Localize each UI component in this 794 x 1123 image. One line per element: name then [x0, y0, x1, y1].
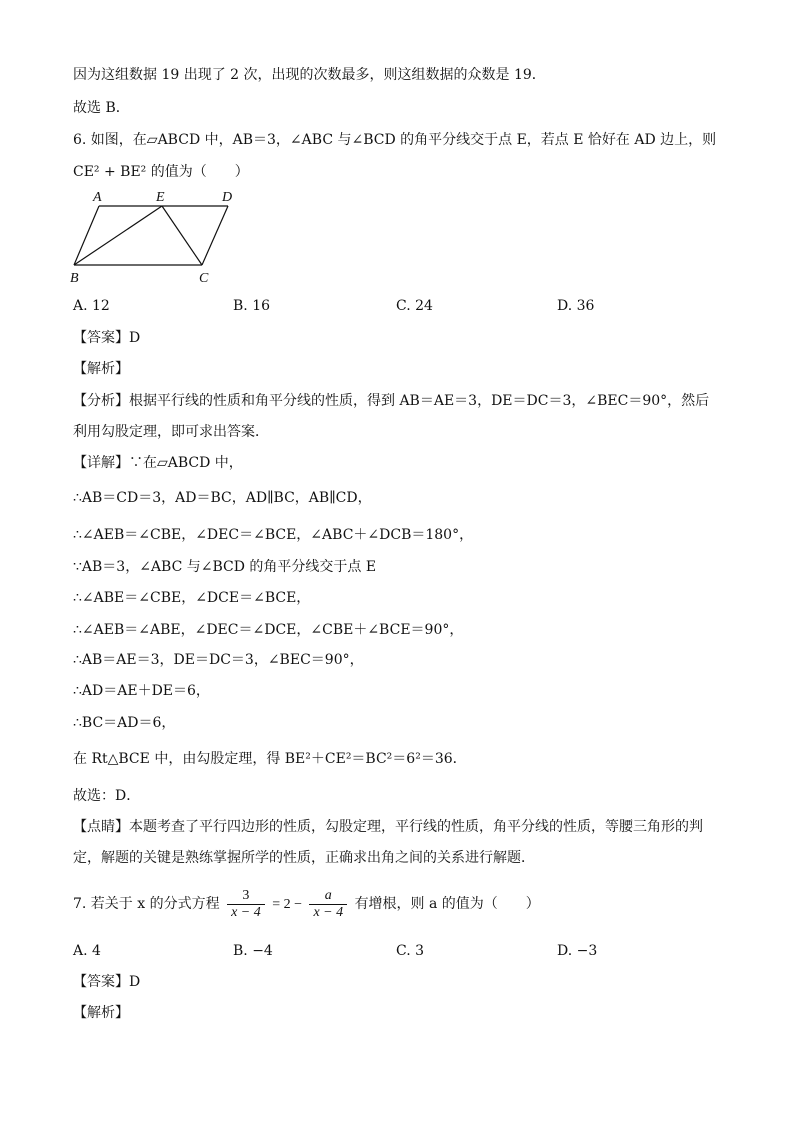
solution-step-6: ∴AB＝AE＝3，DE＝DC＝3，∠BEC＝90°， — [73, 652, 364, 668]
q7-fraction-rhs — [309, 888, 347, 921]
q7-prefix: 7. 若关于 x 的分式方程 — [73, 896, 220, 912]
q7-rhs-denominator: x − 4 — [309, 904, 347, 921]
label-b: B — [70, 271, 79, 286]
q6-jiexi-heading: 【解析】 — [73, 361, 129, 377]
q6-option-b: B. 16 — [233, 298, 271, 314]
solution-step-8: ∴BC＝AD＝6， — [73, 715, 176, 731]
q7-option-c: C. 3 — [396, 943, 425, 959]
q7-suffix: 有增根，则 a 的值为（ ） — [354, 896, 540, 912]
q7-lhs-denominator: x − 4 — [227, 904, 265, 921]
q6-stem-line1: 6. 如图，在▱ABCD 中，AB＝3，∠ABC 与∠BCD 的角平分线交于点 E，若点 E 恰好在 AD 边上，则 — [73, 132, 717, 148]
q6-stem-line2: CE² + BE² 的值为（ ） — [73, 164, 249, 180]
q6-option-d: D. 36 — [557, 298, 595, 314]
solution-step-7: ∴AD＝AE＋DE＝6， — [73, 683, 210, 699]
solution-step-9: 在 Rt△BCE 中，由勾股定理，得 BE²＋CE²＝BC²＝6²＝36． — [73, 751, 467, 767]
solution-step-2: ∴∠AEB＝∠CBE，∠DEC＝∠BCE，∠ABC＋∠DCB＝180°， — [73, 527, 474, 543]
dianjing-line2: 定，解题的关键是熟练掌握所学的性质，正确求出角之间的关系进行解题． — [73, 850, 535, 866]
q6-option-a: A. 12 — [73, 298, 110, 314]
line-choose-b: 故选 B． — [73, 100, 130, 116]
parallelogram-figure — [66, 186, 246, 286]
solution-step-4: ∴∠ABE＝∠CBE，∠DCE＝∠BCE， — [73, 590, 311, 606]
q7-middle: = 2 − — [272, 897, 302, 912]
q7-answer: 【答案】D — [73, 974, 141, 990]
q7-option-a: A. 4 — [73, 943, 101, 959]
solution-step-1: ∴AB＝CD＝3，AD＝BC，AD∥BC，AB∥CD， — [73, 490, 372, 506]
q6-fenxi-line1: 【分析】根据平行线的性质和角平分线的性质，得到 AB＝AE＝3，DE＝DC＝3，∠BEC＝90°，然后 — [73, 393, 710, 409]
label-e: E — [156, 190, 165, 205]
q7-option-b: B. −4 — [233, 943, 273, 959]
q6-xiangjie: 【详解】∵在▱ABCD 中， — [73, 455, 243, 471]
q6-answer: 【答案】D — [73, 330, 141, 346]
q7-stem — [73, 884, 540, 925]
q6-option-c: C. 24 — [396, 298, 433, 314]
solution-conclusion: 故选：D． — [73, 788, 141, 804]
q7-rhs-numerator: a — [324, 887, 332, 903]
line-conclusion: 因为这组数据 19 出现了 2 次，出现的次数最多，则这组数据的众数是 19． — [73, 67, 546, 83]
label-a: A — [93, 190, 102, 205]
label-d: D — [222, 190, 233, 205]
solution-step-5: ∴∠AEB＝∠ABE，∠DEC＝∠DCE，∠CBE＋∠BCE＝90°， — [73, 622, 464, 638]
q7-fraction-lhs — [227, 888, 265, 921]
dianjing-line1: 【点睛】本题考查了平行四边形的性质，勾股定理，平行线的性质，角平分线的性质，等腰三角形的判 — [73, 819, 703, 835]
q7-lhs-numerator: 3 — [242, 887, 250, 903]
q7-jiexi-heading: 【解析】 — [73, 1005, 129, 1021]
q7-option-d: D. −3 — [557, 943, 598, 959]
q6-fenxi-line2: 利用勾股定理，即可求出答案． — [73, 424, 269, 440]
label-c: C — [199, 271, 209, 286]
solution-step-3: ∵AB＝3，∠ABC 与∠BCD 的角平分线交于点 E — [73, 559, 377, 575]
